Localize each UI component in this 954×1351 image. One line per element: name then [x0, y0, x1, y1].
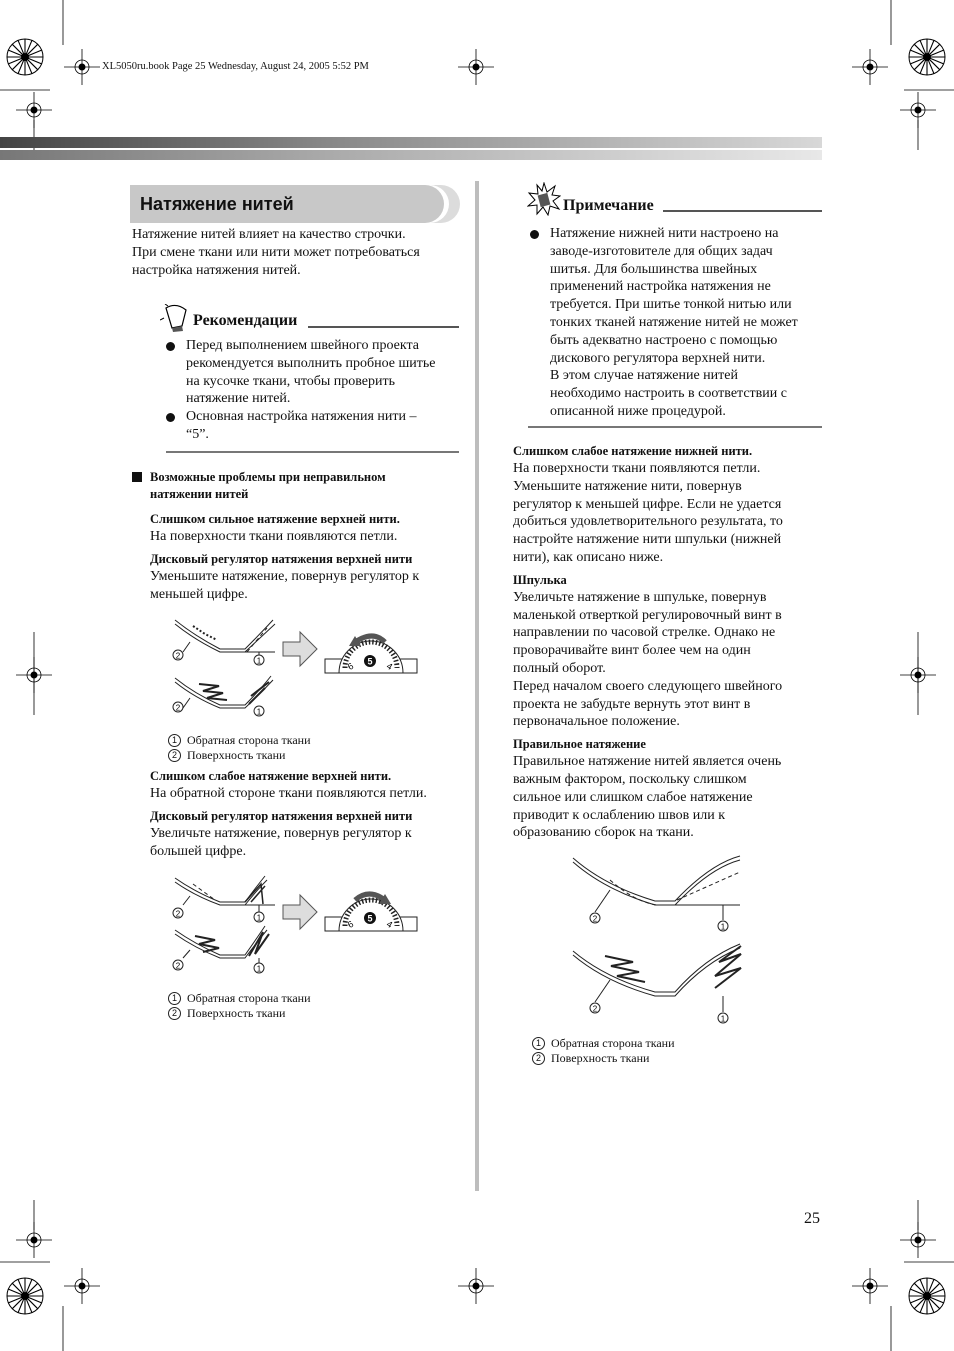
section-title: Натяжение нитей — [140, 194, 294, 214]
figure3-legend: 1 Обратная сторона ткани 2 Поверхность ткани — [532, 1036, 675, 1066]
case1-text: На поверхности ткани появляются петли. — [150, 529, 398, 544]
tips-title-rule — [308, 326, 459, 328]
svg-text:2: 2 — [175, 961, 181, 971]
legend-item: Обратная сторона ткани — [551, 1036, 675, 1050]
problems-heading: Возможные проблемы при неправильном натяжении нитей — [150, 470, 386, 501]
case2-dial-title: Дисковый регулятор натяжения верхней нити — [150, 808, 413, 823]
figure-correct-tension — [565, 850, 755, 1030]
intro-line: При смене ткани или нити может потребоваться — [132, 244, 420, 260]
header-band-light — [0, 150, 822, 160]
svg-text:4: 4 — [384, 660, 395, 672]
tips-bottom-rule — [166, 451, 459, 453]
svg-text:6: 6 — [345, 918, 356, 930]
svg-text:2: 2 — [175, 703, 181, 713]
svg-text:5: 5 — [367, 913, 373, 924]
svg-text:4: 4 — [384, 918, 395, 930]
svg-text:1: 1 — [256, 913, 262, 923]
section-title-banner — [130, 185, 460, 223]
note-bottom-rule — [528, 426, 822, 428]
bobbin-title: Шпулька — [513, 572, 567, 587]
case3-title: Слишком слабое натяжение нижней нити. — [513, 444, 753, 458]
tips-title: Рекомендации — [193, 312, 298, 329]
case1-dial-text: Уменьшите натяжение, повернув регулятор к — [150, 568, 420, 584]
svg-text:1: 1 — [256, 964, 262, 974]
legend-item: Обратная сторона ткани — [187, 733, 311, 747]
correct-title: Правильное натяжение — [513, 737, 646, 752]
case1-dial-text: меньшей цифре. — [150, 586, 248, 602]
svg-text:1: 1 — [720, 1014, 726, 1024]
figure1-legend: 1 Обратная сторона ткани 2 Поверхность ткани — [168, 733, 311, 763]
case2-dial-text: Увеличьте натяжение, повернув регулятор к — [150, 825, 412, 841]
svg-text:2: 2 — [175, 909, 181, 919]
legend-item: Обратная сторона ткани — [187, 991, 311, 1005]
svg-text:1: 1 — [720, 922, 726, 932]
svg-text:1: 1 — [256, 707, 262, 717]
bobbin-text: Увеличьте натяжение в шпульке, повернув маленькой отверткой регулировочный винт в направлении по часовой стрелке. Однако не проворачивайте винт более чем на один полный оборот. Перед началом своего следующего швейного проекта не забудьте вернуть этот винт в первоначальное положение. — [513, 589, 783, 730]
svg-text:2: 2 — [592, 1004, 598, 1014]
note-burst-icon — [527, 182, 561, 216]
page-number: 25 — [804, 1210, 820, 1227]
correct-text: Правильное натяжение нитей является очень важным фактором, поскольку слишком сильное или слишком слабое натяжение приводит к ослаблению швов или к образованию сборок на ткани. — [513, 754, 782, 841]
figure-upper-tension-loose — [165, 872, 425, 980]
note-title-rule — [663, 210, 822, 212]
case2-text: На обратной стороне ткани появляются петли. — [150, 786, 427, 801]
intro-line: настройка натяжения нитей. — [132, 262, 301, 278]
legend-item: Поверхность ткани — [187, 1006, 286, 1020]
figure2-legend: 1 Обратная сторона ткани 2 Поверхность ткани — [168, 991, 311, 1021]
note-item: Натяжение нижней нити настроено на заводе-изготовителе для общих задач шитья. Для большинства швейных применений настройка натяжения не требуется. При шитье тонкой нитью или тонких тканей натяжение нитей не может быть адекватно настроено с помощью дискового регулятора верхней нити. В этом случае натяжение нитей необходимо настроить в соответствии с описанной ниже процедурой. — [530, 225, 825, 421]
tip-lamp-icon — [160, 304, 192, 332]
legend-item: Поверхность ткани — [187, 748, 286, 762]
note-list — [530, 225, 825, 421]
intro-line: Натяжение нитей влияет на качество строчки. — [132, 227, 406, 242]
case2-title: Слишком слабое натяжение верхней нити. — [150, 769, 392, 783]
tips-list — [166, 337, 461, 444]
case2-dial-text: большей цифре. — [150, 843, 247, 859]
case3-block: Слишком слабое натяжение нижней нити. На поверхности ткани появляются петли. Уменьшите натяжение нити, повернув регулятор к меньшей цифре. Если не удается добиться удовлетворительного результата, то настройте натяжение нити шпульки (нижней нити), как описано ниже. Шпулька Увеличьте натяжение в шпульке, повернув маленькой отверткой регулировочный винт в направлении по часовой стрелке. Однако не проворачивайте винт более чем на один полный оборот. Перед началом своего следующего швейного проекта не забудьте вернуть этот винт в первоначальное положение. Правильное натяжение Правильное натяжение нитей является очень важным фактором, поскольку слишком сильное или слишком слабое натяжение приводит к ослаблению швов или к образованию сборок на ткани. — [513, 443, 823, 842]
svg-text:2: 2 — [592, 914, 598, 924]
column-divider — [475, 181, 479, 1191]
file-info-header: XL5050ru.book Page 25 Wednesday, August 24, 2005 5:52 PM — [102, 61, 369, 72]
svg-text:6: 6 — [345, 660, 356, 672]
case1-dial-title: Дисковый регулятор натяжения верхней нити — [150, 551, 413, 566]
intro-paragraph — [132, 226, 462, 279]
case1-title: Слишком сильное натяжение верхней нити. — [150, 512, 400, 526]
header-band-dark — [0, 137, 822, 148]
heading-square-icon — [132, 472, 142, 482]
figure-upper-tension-tight — [165, 612, 425, 722]
svg-text:1: 1 — [256, 656, 262, 666]
svg-text:2: 2 — [175, 651, 181, 661]
case2-block — [150, 768, 470, 860]
legend-item: Поверхность ткани — [551, 1051, 650, 1065]
note-title: Примечание — [563, 197, 654, 214]
case1-block — [150, 511, 470, 603]
svg-text:5: 5 — [367, 656, 373, 667]
tip-item: Перед выполнением швейного проекта рекомендуется выполнить пробное шитье на кусочке ткани, чтобы проверить натяжение нитей. — [166, 337, 461, 408]
tip-item: Основная настройка натяжения нити – “5”. — [166, 408, 461, 444]
